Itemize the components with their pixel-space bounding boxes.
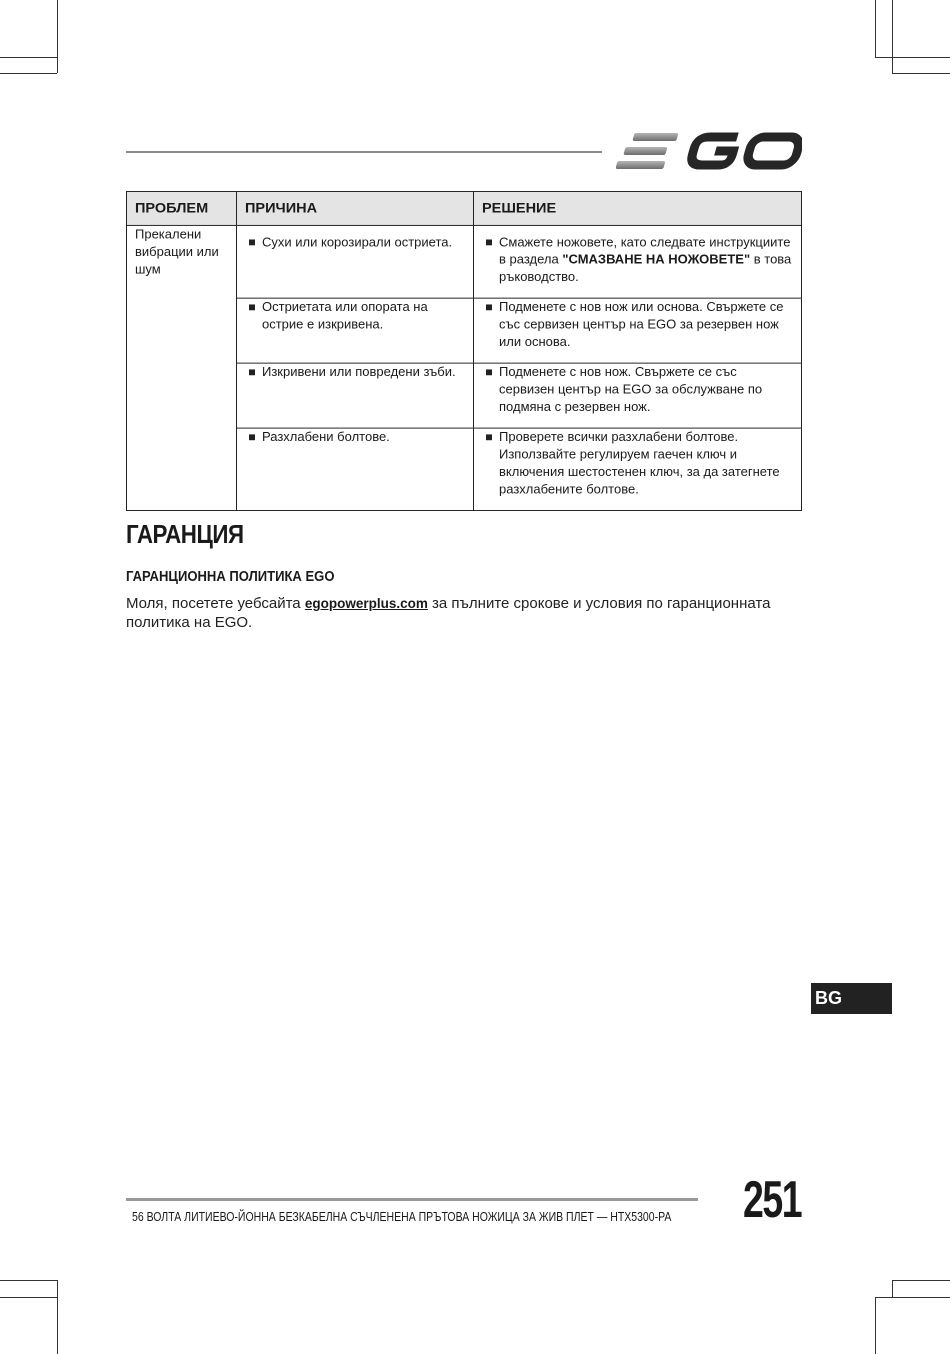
crop-mark — [57, 0, 58, 73]
solution-text: Проверете всички разхлабени болтове. Използвайте регулируем гаечен ключ и включения шестостенен ключ, за да затегнете разхлабените болтове. — [499, 429, 780, 497]
page-number: 251 — [743, 1171, 802, 1229]
crop-mark — [892, 1280, 893, 1297]
cause-cell — [237, 225, 474, 298]
solution-cell — [474, 363, 802, 428]
section-subtitle: ГАРАНЦИОННА ПОЛИТИКА EGO — [126, 569, 335, 585]
header-cause: ПРИЧИНА — [237, 191, 474, 225]
crop-mark — [892, 73, 950, 74]
bullet-icon — [486, 304, 492, 310]
crop-mark — [0, 73, 57, 74]
solution-bold-text: "СМАЗВАНЕ НА НОЖОВЕТЕ" — [562, 252, 751, 267]
cause-cell — [237, 428, 474, 510]
bullet-icon — [486, 434, 492, 440]
bullet-icon — [249, 239, 255, 245]
crop-mark — [875, 57, 950, 58]
solution-text: Подменете с нов нож или основа. Свържете се със сервизен център на EGO за резервен нож или основа. — [499, 299, 784, 350]
section-title: ГАРАНЦИЯ — [126, 519, 244, 549]
troubleshooting-table — [126, 191, 802, 511]
bullet-icon — [249, 304, 255, 310]
crop-mark — [892, 1280, 950, 1281]
crop-mark — [875, 1297, 876, 1354]
warranty-text-end: за пълните срокове и условия по гаранционната политика на EGO. — [126, 595, 771, 631]
solution-cell — [474, 428, 802, 510]
bullet-icon — [486, 369, 492, 375]
footer-rule — [126, 1198, 698, 1201]
solution-cell — [474, 298, 802, 363]
cause-text: Изкривени или повредени зъби. — [262, 364, 456, 380]
crop-mark — [875, 1297, 950, 1298]
cause-cell — [237, 298, 474, 363]
cause-text: Остриетата или опората на острие е изкривена. — [262, 299, 428, 332]
problem-cell: Прекалени вибрации или шум — [127, 225, 237, 510]
warranty-paragraph — [126, 594, 802, 632]
header-solution: РЕШЕНИЕ — [474, 191, 802, 225]
website-link[interactable]: egopowerplus.com — [304, 596, 428, 611]
cause-cell — [237, 363, 474, 428]
language-tab: BG — [811, 983, 892, 1014]
crop-mark — [0, 57, 57, 58]
header-problem: ПРОБЛЕМ — [127, 191, 237, 225]
crop-mark — [892, 0, 893, 73]
bullet-icon — [249, 434, 255, 440]
solution-cell — [474, 225, 802, 298]
ego-logo — [616, 128, 802, 174]
bullet-icon — [249, 369, 255, 375]
solution-text: Смажете ножовете, като следвате инструкциите в раздела — [499, 234, 791, 267]
cause-text: Разхлабени болтове. — [262, 429, 390, 445]
crop-mark — [0, 1297, 57, 1298]
crop-mark — [0, 1280, 57, 1281]
solution-text-end: в това ръководство. — [499, 252, 792, 285]
cause-text: Сухи или корозирали остриета. — [262, 234, 453, 250]
crop-mark — [57, 1280, 58, 1354]
solution-text: Подменете с нов нож. Свържете се със сервизен център на EGO за обслужване по подмяна с резервен нож. — [499, 364, 763, 415]
header-rule — [126, 151, 602, 153]
crop-mark — [875, 0, 876, 57]
warranty-text: Моля, посетете уебсайта — [126, 595, 305, 612]
footer-text: 56 ВОЛТА ЛИТИЕВО-ЙОННА БЕЗКАБЕЛНА СЪЧЛЕНЕНА ПРЪТОВА НОЖИЦА ЗА ЖИВ ПЛЕТ — HTX5300-PA — [132, 1210, 672, 1224]
bullet-icon — [486, 239, 492, 245]
